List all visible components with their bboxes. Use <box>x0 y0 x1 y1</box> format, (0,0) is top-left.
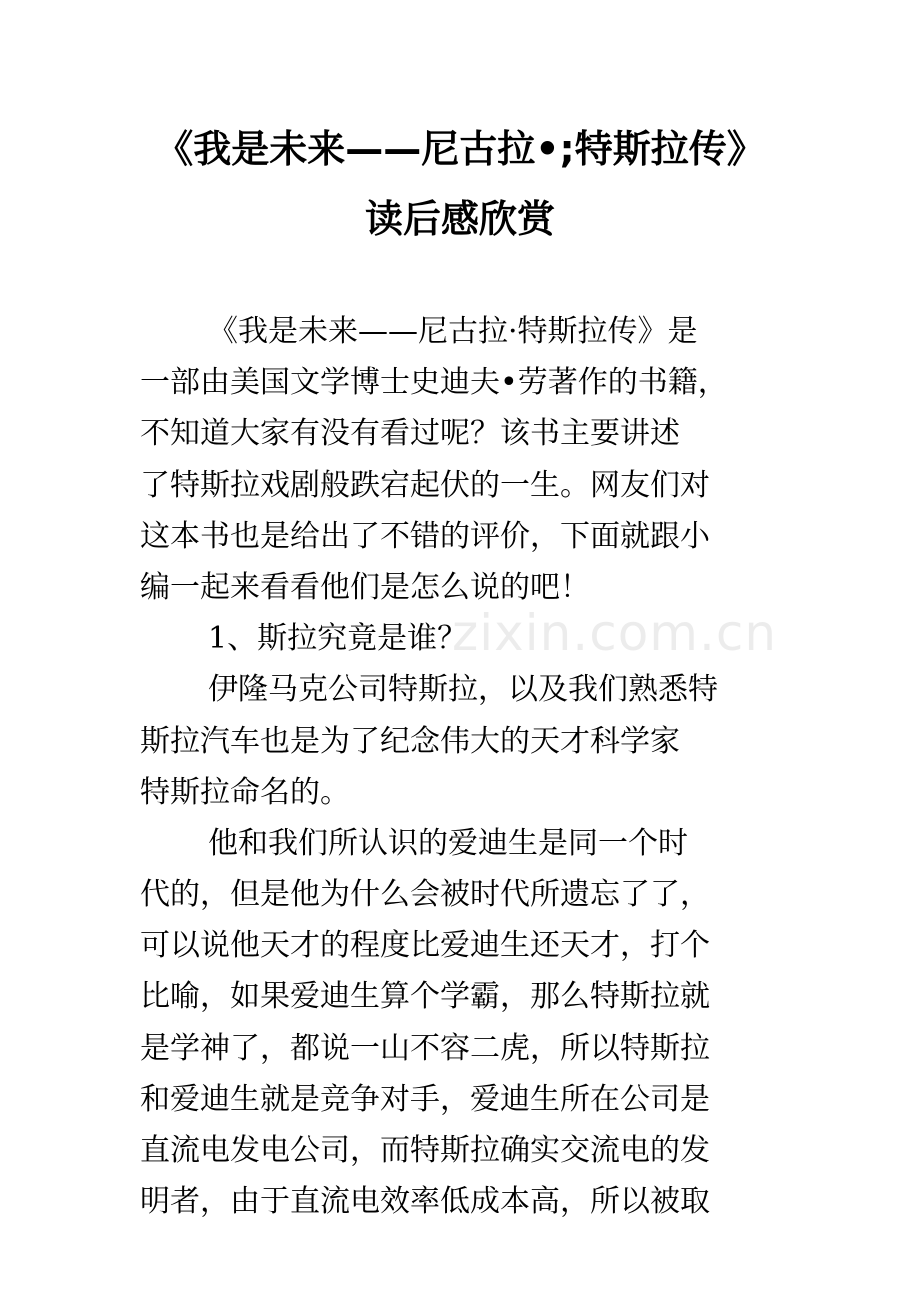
paragraph-line: 他和我们所认识的爱迪生是同一个时 <box>208 825 688 861</box>
paragraph-line: 是学神了，都说一山不容二虎，所以特斯拉 <box>140 1030 710 1066</box>
paragraph-line: 《我是未来——尼古拉·特斯拉传》是 <box>208 314 698 349</box>
paragraph-line: 斯拉汽车也是为了纪念伟大的天才科学家 <box>140 723 680 759</box>
paragraph-line: 伊隆马克公司特斯拉，以及我们熟悉特 <box>208 672 718 708</box>
document-body <box>140 306 790 1227</box>
paragraph-line: 特斯拉命名的。 <box>140 774 350 810</box>
watermark: zixin.com.cn <box>452 604 778 662</box>
document-title-line-2: 读后感欣赏 <box>364 197 555 241</box>
paragraph-line: 代的，但是他为什么会被时代所遗忘了了， <box>140 877 710 913</box>
paragraph-line: 明者，由于直流电效率低成本高，所以被取 <box>140 1184 710 1220</box>
paragraph-line: 和爱迪生就是竞争对手，爱迪生所在公司是 <box>140 1081 710 1117</box>
document-title-line-1: 《我是未来——尼古拉•;特斯拉传》 <box>155 127 765 171</box>
paragraph-line: 不知道大家有没有看过呢？该书主要讲述 <box>140 416 680 452</box>
paragraph-line: 一部由美国文学博士史迪夫•劳著作的书籍， <box>140 365 728 401</box>
paragraph-line: 编一起来看看他们是怎么说的吧！ <box>140 569 590 605</box>
section-heading: 1、斯拉究竟是谁？ <box>208 621 468 657</box>
paragraph-line: 这本书也是给出了不错的评价，下面就跟小 <box>140 518 710 554</box>
paragraph-line: 可以说他天才的程度比爱迪生还天才，打个 <box>140 928 710 964</box>
paragraph-line: 直流电发电公司，而特斯拉确实交流电的发 <box>140 1133 710 1168</box>
paragraph-line: 了特斯拉戏剧般跌宕起伏的一生。网友们对 <box>140 467 710 503</box>
paragraph-line: 比喻，如果爱迪生算个学霸，那么特斯拉就 <box>140 979 710 1015</box>
